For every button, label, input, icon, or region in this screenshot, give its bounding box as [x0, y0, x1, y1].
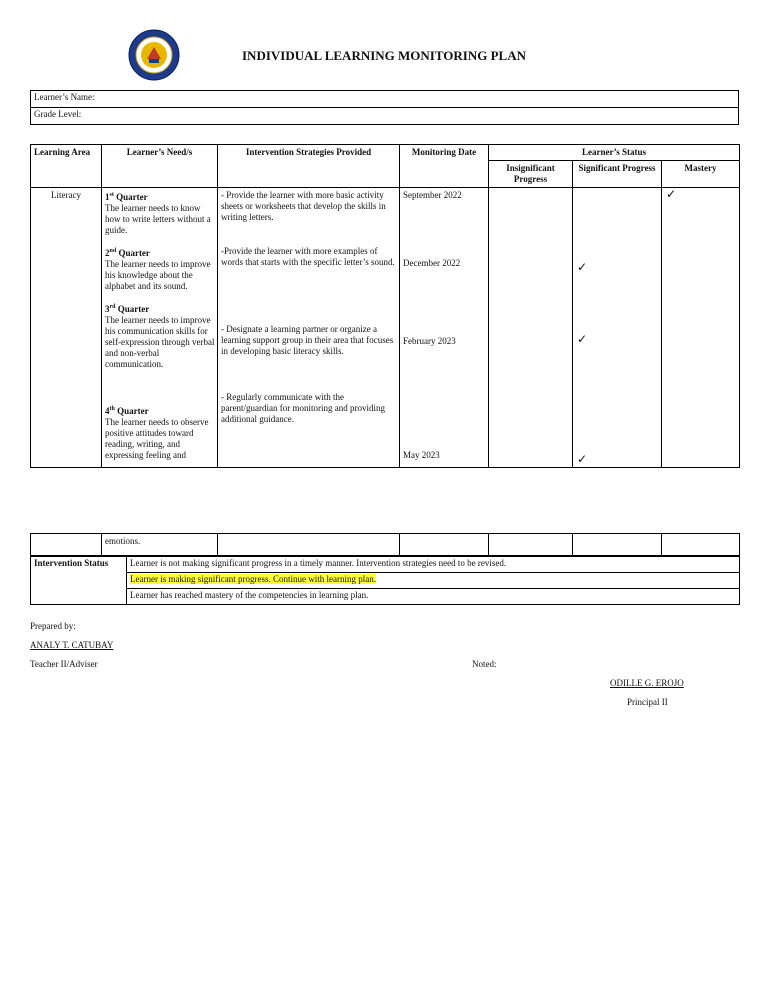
quarter-3-need: The learner needs to improve his communication skills for self-expression through verbal and non-verbal communication. — [105, 315, 215, 369]
date-2: December 2022 — [403, 258, 461, 268]
header-strategies: Intervention Strategies Provided — [218, 145, 400, 188]
status-row-3: Learner has reached mastery of the competencies in learning plan. — [127, 589, 740, 605]
check-mark-q3: ✓ — [577, 332, 588, 346]
intervention-status-label: Intervention Status — [31, 557, 127, 605]
strategy-3: - Designate a learning partner or organize a learning support group in their area that focuses in developing basic literacy skills. — [221, 324, 394, 356]
strategy-1: - Provide the learner with more basic activity sheets or worksheets that develop the skills in writing letters. — [221, 190, 386, 222]
quarter-1-title: 1st Quarter — [105, 192, 148, 202]
status-row-2-text: Learner is making significant progress. Continue with learning plan. — [130, 574, 376, 584]
header-significant: Significant Progress — [573, 161, 662, 188]
date-3: February 2023 — [403, 336, 456, 346]
needs-cell — [102, 188, 218, 468]
header-needs: Learner’s Need/s — [102, 145, 218, 188]
quarter-1-need: The learner needs to know how to write letters without a guide. — [105, 203, 211, 235]
preparer-title: Teacher II/Adviser — [30, 659, 98, 669]
quarter-3-title: 3rd Quarter — [105, 304, 150, 314]
dates-cell — [400, 188, 489, 468]
strategies-cell — [218, 188, 400, 468]
noter-title: Principal II — [627, 697, 668, 707]
noted-label: Noted: — [472, 659, 497, 669]
header-mastery: Mastery — [662, 161, 740, 188]
quarter-2-title: 2nd Quarter — [105, 248, 150, 258]
header-date: Monitoring Date — [400, 145, 489, 188]
quarter-4-title: 4th Quarter — [105, 406, 149, 416]
insignificant-cell — [489, 188, 573, 468]
header-insignificant: Insignificant Progress — [489, 161, 573, 188]
date-4: May 2023 — [403, 450, 440, 460]
header-status: Learner’s Status — [489, 145, 740, 161]
continuation-text: emotions. — [102, 534, 218, 556]
status-row-1: Learner is not making significant progress in a timely manner. Intervention strategies need to be revised. — [127, 557, 740, 573]
learner-name-label: Learner’s Name: — [31, 91, 739, 108]
preparer-name: ANALY T. CATUBAY — [30, 640, 114, 650]
mastery-cell — [662, 188, 740, 468]
learning-area-cell: Literacy — [31, 188, 102, 468]
page-title: INDIVIDUAL LEARNING MONITORING PLAN — [242, 48, 526, 63]
intervention-status-table — [30, 556, 740, 605]
check-mark-q4: ✓ — [577, 452, 588, 466]
check-mark-q2: ✓ — [577, 260, 588, 274]
quarter-2-need: The learner needs to improve his knowledge about the alphabet and its sound. — [105, 259, 211, 291]
prepared-by-label: Prepared by: — [30, 621, 76, 631]
status-row-2 — [127, 573, 740, 589]
strategy-2: -Provide the learner with more examples of words that starts with the specific letter’s sound. — [221, 246, 395, 267]
strategy-4: - Regularly communicate with the parent/guardian for monitoring and providing additional guidance. — [221, 392, 385, 424]
significant-cell — [573, 188, 662, 468]
monitoring-table — [30, 144, 740, 468]
header-learning-area: Learning Area — [31, 145, 102, 188]
learner-info-table — [30, 90, 739, 125]
continuation-table — [30, 533, 740, 556]
check-mark-q1: ✓ — [666, 187, 677, 201]
date-1: September 2022 — [403, 190, 462, 200]
quarter-4-need: The learner needs to observe positive attitudes toward reading, writing, and expressing feeling and — [105, 417, 209, 460]
noter-name: ODILLE G. EROJO — [610, 678, 684, 688]
grade-level-label: Grade Level: — [31, 108, 739, 125]
